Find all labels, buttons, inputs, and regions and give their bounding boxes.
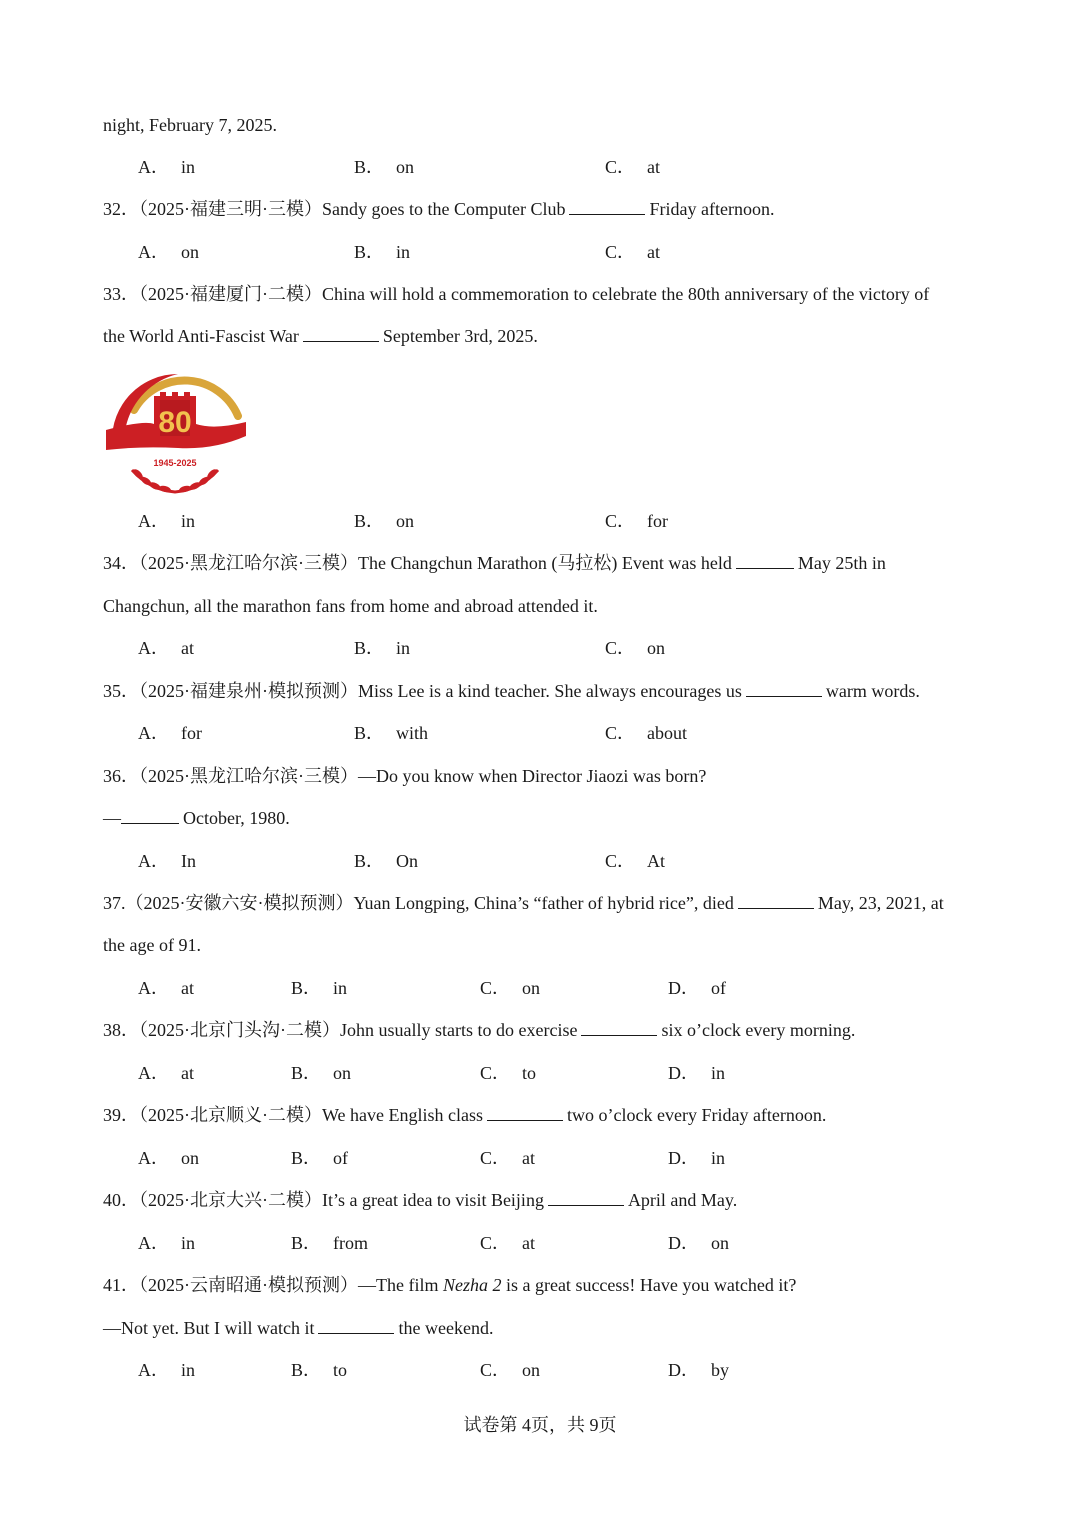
- q36-option-a[interactable]: [138, 849, 196, 873]
- q34-option-a[interactable]: [138, 636, 194, 660]
- option-text: on: [522, 978, 541, 998]
- question-41-stem-line2: —Not yet. But I will watch it the weekend.: [103, 1318, 494, 1338]
- q35-option-b[interactable]: [354, 721, 428, 745]
- option-text: on: [647, 638, 666, 658]
- question-32-stem: 32．（2025·福建三明·三模）Sandy goes to the Computer Club Friday afternoon.: [103, 199, 775, 219]
- option-letter: A．: [138, 978, 169, 998]
- option-letter: C．: [605, 851, 636, 871]
- option-text: on: [181, 242, 199, 262]
- question-31-stem-end: night, February 7, 2025.: [103, 115, 277, 135]
- option-text: at: [522, 1233, 536, 1253]
- option-letter: D．: [668, 978, 699, 998]
- option-text: On: [396, 851, 419, 871]
- option-text: At: [647, 851, 666, 871]
- q33-option-a[interactable]: [138, 509, 195, 533]
- option-letter: D．: [668, 1233, 699, 1253]
- film-title: Nezha 2: [442, 1275, 502, 1295]
- option-text: on: [333, 1063, 352, 1083]
- q31-option-c[interactable]: [605, 155, 660, 179]
- option-text: on: [396, 157, 415, 177]
- option-text: by: [711, 1360, 729, 1380]
- option-letter: A．: [138, 157, 169, 177]
- option-text: at: [522, 1148, 536, 1168]
- q41-option-b[interactable]: [291, 1358, 347, 1382]
- question-33-stem-line2: the World Anti-Fascist War September 3rd, 2025.: [103, 326, 538, 346]
- option-text: at: [181, 638, 194, 658]
- option-text: in: [711, 1063, 726, 1083]
- answer-blank: [736, 551, 794, 569]
- option-letter: B．: [291, 1063, 322, 1083]
- option-letter: B．: [291, 1233, 322, 1253]
- option-letter: C．: [605, 638, 636, 658]
- option-letter: B．: [354, 242, 385, 262]
- option-letter: D．: [668, 1063, 699, 1083]
- question-39-stem: 39．（2025·北京顺义·二模）We have English class two o’clock every Friday afternoon.: [103, 1105, 827, 1125]
- option-letter: D．: [668, 1360, 699, 1380]
- q41-option-c[interactable]: [480, 1358, 540, 1382]
- option-text: at: [181, 1063, 194, 1083]
- q36-option-c[interactable]: [605, 849, 665, 873]
- option-text: to: [522, 1063, 537, 1083]
- option-text: in: [181, 1360, 196, 1380]
- q37-option-c[interactable]: [480, 976, 540, 1000]
- option-letter: D．: [668, 1148, 699, 1168]
- option-text: at: [647, 242, 661, 262]
- option-letter: A．: [138, 1063, 169, 1083]
- option-letter: A．: [138, 1233, 169, 1253]
- option-letter: B．: [291, 1148, 322, 1168]
- q33-option-c[interactable]: [605, 509, 668, 533]
- anniversary-80-logo: [104, 366, 250, 496]
- q32-option-b[interactable]: [354, 240, 410, 264]
- option-text: on: [396, 511, 415, 531]
- q40-option-d[interactable]: [668, 1231, 729, 1255]
- question-41-stem-line1: 41．（2025·云南昭通·模拟预测）—The film Nezha 2 is a great success! Have you watched it?: [103, 1275, 797, 1295]
- option-letter: A．: [138, 242, 169, 262]
- option-letter: B．: [291, 1360, 322, 1380]
- q39-option-a[interactable]: [138, 1146, 199, 1170]
- question-36-stem-line2: — October, 1980.: [103, 808, 290, 828]
- option-text: on: [522, 1360, 541, 1380]
- option-text: in: [181, 511, 196, 531]
- option-letter: C．: [605, 242, 636, 262]
- option-letter: C．: [480, 1063, 511, 1083]
- answer-blank: [569, 197, 645, 215]
- answer-blank: [746, 679, 822, 697]
- option-text: In: [181, 851, 196, 871]
- q33-option-b[interactable]: [354, 509, 414, 533]
- q37-option-a[interactable]: [138, 976, 194, 1000]
- option-letter: A．: [138, 851, 169, 871]
- option-text: of: [711, 978, 726, 998]
- option-letter: B．: [354, 511, 385, 531]
- q31-option-b[interactable]: [354, 155, 414, 179]
- option-letter: B．: [354, 723, 385, 743]
- q41-option-d[interactable]: [668, 1358, 729, 1382]
- option-text: on: [711, 1233, 729, 1253]
- q40-option-b[interactable]: [291, 1231, 368, 1255]
- q37-option-d[interactable]: [668, 976, 726, 1000]
- option-letter: B．: [291, 978, 322, 998]
- q38-option-c[interactable]: [480, 1061, 536, 1085]
- option-text: in: [181, 1233, 196, 1253]
- option-letter: A．: [138, 1360, 169, 1380]
- logo-years: 1945-2025: [153, 458, 197, 468]
- q39-option-d[interactable]: [668, 1146, 725, 1170]
- q37-option-b[interactable]: [291, 976, 347, 1000]
- answer-blank: [318, 1316, 394, 1334]
- option-letter: C．: [605, 723, 636, 743]
- option-text: to: [333, 1360, 348, 1380]
- q40-option-a[interactable]: [138, 1231, 195, 1255]
- q31-option-a[interactable]: [138, 155, 195, 179]
- question-34-stem-line2: Changchun, all the marathon fans from home and abroad attended it.: [103, 596, 598, 616]
- option-letter: C．: [480, 1360, 511, 1380]
- question-37-stem-line1: 37.（2025·安徽六安·模拟预测）Yuan Longping, China’s “father of hybrid rice”, died May, 23, 2021, at: [103, 893, 944, 913]
- option-letter: B．: [354, 157, 385, 177]
- option-text: in: [333, 978, 348, 998]
- q36-option-b[interactable]: [354, 849, 418, 873]
- answer-blank: [548, 1188, 624, 1206]
- question-36-stem-line1: 36．（2025·黑龙江哈尔滨·三模）—Do you know when Director Jiaozi was born?: [103, 766, 707, 786]
- option-text: about: [647, 723, 688, 743]
- q40-option-c[interactable]: [480, 1231, 535, 1255]
- option-text: in: [396, 242, 411, 262]
- option-letter: A．: [138, 511, 169, 531]
- option-text: at: [647, 157, 661, 177]
- option-letter: C．: [605, 157, 636, 177]
- question-40-stem: 40．（2025·北京大兴·二模）It’s a great idea to visit Beijing April and May.: [103, 1190, 738, 1210]
- q38-option-b[interactable]: [291, 1061, 351, 1085]
- question-33-stem-line1: 33．（2025·福建厦门·二模）China will hold a commemoration to celebrate the 80th anniversary of the victory of: [103, 284, 930, 304]
- q35-option-a[interactable]: [138, 721, 202, 745]
- q39-option-b[interactable]: [291, 1146, 348, 1170]
- answer-blank: [303, 324, 379, 342]
- option-letter: A．: [138, 1148, 169, 1168]
- option-text: of: [333, 1148, 349, 1168]
- q32-option-c[interactable]: [605, 240, 660, 264]
- option-letter: A．: [138, 638, 169, 658]
- q41-option-a[interactable]: [138, 1358, 195, 1382]
- option-text: with: [396, 723, 429, 743]
- question-34-stem-line1: 34．（2025·黑龙江哈尔滨·三模）The Changchun Marathon (马拉松) Event was held May 25th in: [103, 553, 886, 573]
- option-text: for: [647, 511, 669, 531]
- option-letter: C．: [480, 1148, 511, 1168]
- option-text: at: [181, 978, 194, 998]
- question-37-stem-line2: the age of 91.: [103, 935, 201, 955]
- answer-blank: [581, 1018, 657, 1036]
- option-letter: B．: [354, 638, 385, 658]
- question-38-stem: 38．（2025·北京门头沟·二模）John usually starts to do exercise six o’clock every morning.: [103, 1020, 856, 1040]
- q32-option-a[interactable]: [138, 240, 199, 264]
- q35-option-c[interactable]: [605, 721, 687, 745]
- option-letter: C．: [480, 1233, 511, 1253]
- option-text: from: [333, 1233, 369, 1253]
- logo-number: 80: [158, 406, 192, 439]
- answer-blank: [487, 1103, 563, 1121]
- great-wall-80-emblem-icon: [104, 366, 250, 496]
- q39-option-c[interactable]: [480, 1146, 535, 1170]
- option-text: on: [181, 1148, 199, 1168]
- q38-option-d[interactable]: [668, 1061, 725, 1085]
- option-letter: C．: [480, 978, 511, 998]
- q34-option-b[interactable]: [354, 636, 410, 660]
- option-letter: B．: [354, 851, 385, 871]
- answer-blank: [738, 891, 814, 909]
- option-text: in: [396, 638, 411, 658]
- page-footer: 试卷第 4页，共 9页: [463, 1415, 617, 1435]
- answer-blank: [121, 806, 179, 824]
- question-35-stem: 35．（2025·福建泉州·模拟预测）Miss Lee is a kind teacher. She always encourages us warm words.: [103, 681, 920, 701]
- option-text: in: [181, 157, 196, 177]
- q38-option-a[interactable]: [138, 1061, 194, 1085]
- option-letter: C．: [605, 511, 636, 531]
- option-letter: A．: [138, 723, 169, 743]
- option-text: in: [711, 1148, 726, 1168]
- option-text: for: [181, 723, 202, 743]
- q34-option-c[interactable]: [605, 636, 665, 660]
